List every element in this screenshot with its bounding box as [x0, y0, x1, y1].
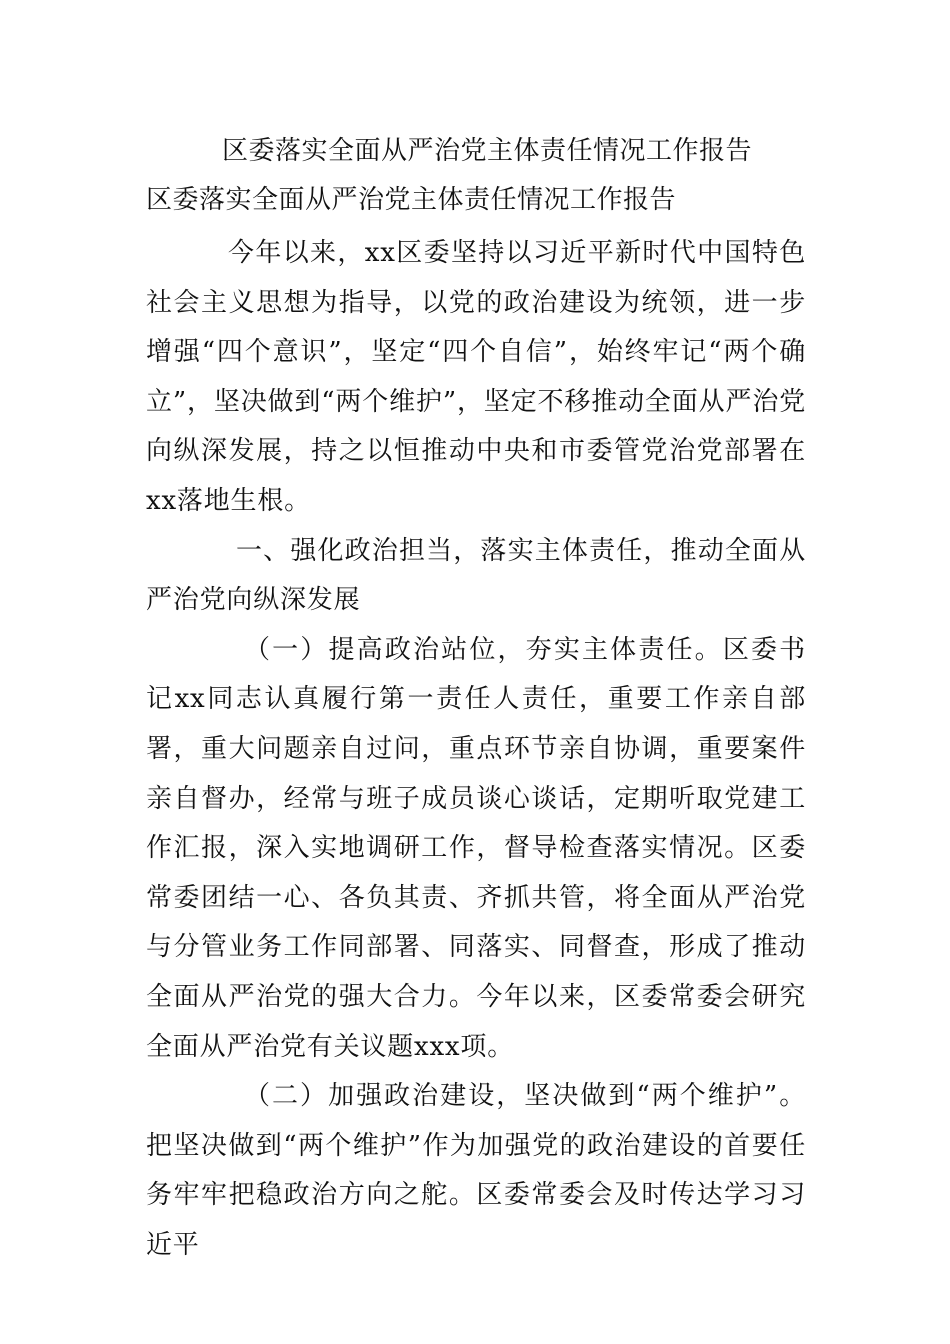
section-heading-1: 一、强化政治担当，落实主体责任，推动全面从严治党向纵深发展 [146, 535, 806, 616]
document-body [146, 229, 806, 1270]
subsection-paragraph-1: （一）提高政治站位，夯实主体责任。区委书记xx同志认真履行第一责任人责任，重要工作亲自部署，重大问题亲自过问，重点环节亲自协调，重要案件亲自督办，经常与班子成员谈心谈话，定期听取党建工作汇报，深入实地调研工作，督导检查落实情况。区委常委团结一心、各负其责、齐抓共管，将全面从严治党与分管业务工作同部署、同落实、同督查，形成了推动全面从严治党的强大合力。今年以来，区委常委会研究全面从严治党有关议题xxx项。 [146, 634, 806, 1062]
document-title: 区委落实全面从严治党主体责任情况工作报告 [222, 136, 753, 166]
subsection-paragraph-2: （二）加强政治建设，坚决做到“两个维护”。把坚决做到“两个维护”作为加强党的政治建设的首要任务牢牢把稳政治方向之舵。区委常委会及时传达学习习近平 [146, 1081, 806, 1260]
document-subtitle: 区委落实全面从严治党主体责任情况工作报告 [146, 185, 677, 215]
intro-paragraph: 今年以来，xx区委坚持以习近平新时代中国特色社会主义思想为指导，以党的政治建设为统领，进一步增强“四个意识”，坚定“四个自信”，始终牢记“两个确立”，坚决做到“两个维护”，坚定不移推动全面从严治党向纵深发展，持之以恒推动中央和市委管党治党部署在xx落地生根。 [146, 238, 806, 516]
